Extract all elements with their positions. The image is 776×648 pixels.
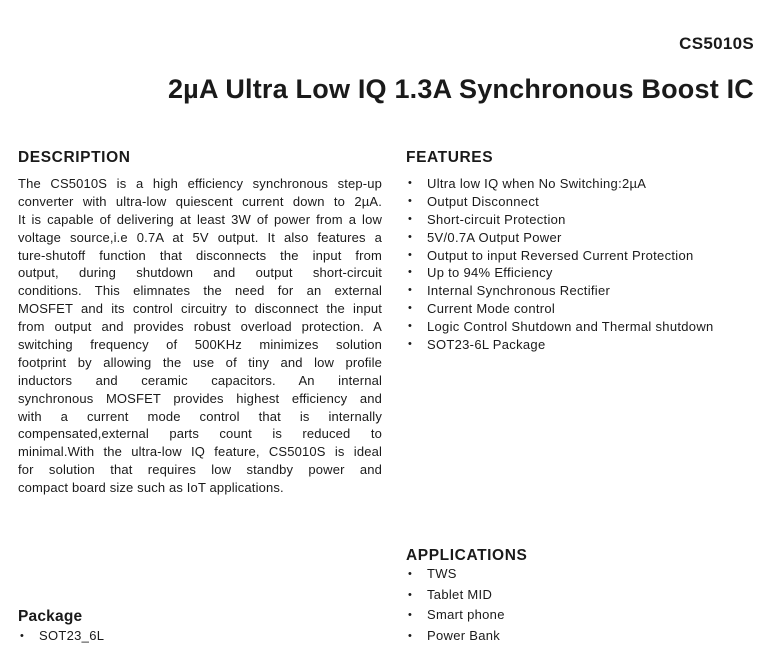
description-line: compact board size such as IoT applications. xyxy=(18,480,284,496)
package-heading: Package xyxy=(18,608,83,625)
feature-item xyxy=(406,336,714,354)
bullet-icon: • xyxy=(408,629,413,642)
feature-text: Internal Synchronous Rectifier xyxy=(427,283,611,299)
bullet-icon: • xyxy=(408,284,413,297)
package-item xyxy=(18,627,104,645)
application-text: TWS xyxy=(427,566,457,581)
feature-item xyxy=(406,300,714,318)
part-number: CS5010S xyxy=(679,34,754,53)
bullet-icon: • xyxy=(408,302,413,315)
features-heading: FEATURES xyxy=(406,149,494,166)
description-line: with a current mode control that is internally xyxy=(18,408,382,424)
feature-item xyxy=(406,211,714,229)
feature-item xyxy=(406,282,714,300)
feature-item xyxy=(406,175,714,193)
application-item xyxy=(406,564,505,585)
document-title: 2µA Ultra Low IQ 1.3A Synchronous Boost IC xyxy=(167,74,754,104)
description-line: compensated,external parts count is reduced to xyxy=(18,426,382,442)
bullet-icon: • xyxy=(408,266,413,279)
applications-heading: APPLICATIONS xyxy=(406,547,528,564)
description-line: voltage source,i.e 0.7A at 5V output. It also features a xyxy=(18,229,382,245)
feature-item xyxy=(406,229,714,247)
description-line: for solution that requires low standby power and xyxy=(18,462,382,478)
bullet-icon: • xyxy=(408,248,413,261)
description-line: conditions. This elimnates the need for an external xyxy=(18,283,382,299)
description-line: ture-shutoff function that disconnects the input from xyxy=(18,247,382,263)
feature-text: Ultra low IQ when No Switching:2µA xyxy=(427,176,647,191)
feature-text: Output Disconnect xyxy=(427,193,540,209)
feature-text: Short-circuit Protection xyxy=(427,211,566,227)
description-line: converter with ultra-low quiescent current down to 2µA. xyxy=(18,193,382,209)
description-line: minimal.With the ultra-low IQ feature, CS5010S is ideal xyxy=(18,444,382,460)
feature-text: Output to input Reversed Current Protection xyxy=(427,247,694,263)
bullet-icon: • xyxy=(408,177,413,189)
description-line: The CS5010S is a high efficiency synchronous step-up xyxy=(18,176,382,191)
bullet-icon: • xyxy=(20,630,25,642)
bullet-icon: • xyxy=(408,609,413,621)
bullet-icon: • xyxy=(408,194,413,207)
application-item xyxy=(406,605,505,626)
bullet-icon: • xyxy=(408,320,413,333)
feature-item xyxy=(406,247,714,265)
application-text: Tablet MID xyxy=(427,586,493,602)
description-line: synchronous MOSFET provides highest efficiency and xyxy=(18,390,382,406)
feature-text: 5V/0.7A Output Power xyxy=(427,229,562,245)
bullet-icon: • xyxy=(408,338,413,351)
bullet-icon: • xyxy=(408,212,413,225)
description-line: footprint by allowing the use of tiny and low profile xyxy=(18,354,382,370)
feature-item xyxy=(406,318,714,336)
bullet-icon: • xyxy=(408,588,413,601)
description-heading: DESCRIPTION xyxy=(18,149,131,166)
application-item xyxy=(406,626,505,647)
description-line: It is capable of delivering at least 3W of power from a low xyxy=(18,211,382,227)
description-line: switching frequency of 500KHz minimizes solution xyxy=(18,337,382,353)
package-text: SOT23_6L xyxy=(39,628,105,643)
feature-text: Logic Control Shutdown and Thermal shutdown xyxy=(427,319,714,335)
feature-text: Up to 94% Efficiency xyxy=(427,265,553,281)
feature-text: SOT23-6L Package xyxy=(427,337,546,353)
feature-item xyxy=(406,264,714,282)
features-list xyxy=(406,175,714,354)
application-text: Smart phone xyxy=(427,607,505,622)
application-text: Power Bank xyxy=(427,627,501,643)
bullet-icon: • xyxy=(408,568,413,580)
description-line: output, during shutdown and output short-circuit xyxy=(18,265,382,281)
application-item xyxy=(406,585,505,606)
description-body xyxy=(18,175,382,497)
feature-text: Current Mode control xyxy=(427,301,556,317)
description-line: from output and provides robust overload protection. A xyxy=(18,319,382,335)
description-line: inductors and ceramic capacitors. An internal xyxy=(18,372,382,388)
feature-item xyxy=(406,193,714,211)
package-list xyxy=(18,627,104,645)
bullet-icon: • xyxy=(408,230,413,243)
description-line: MOSFET and its control circuitry to disconnect the input xyxy=(18,301,382,317)
applications-list xyxy=(406,564,505,646)
